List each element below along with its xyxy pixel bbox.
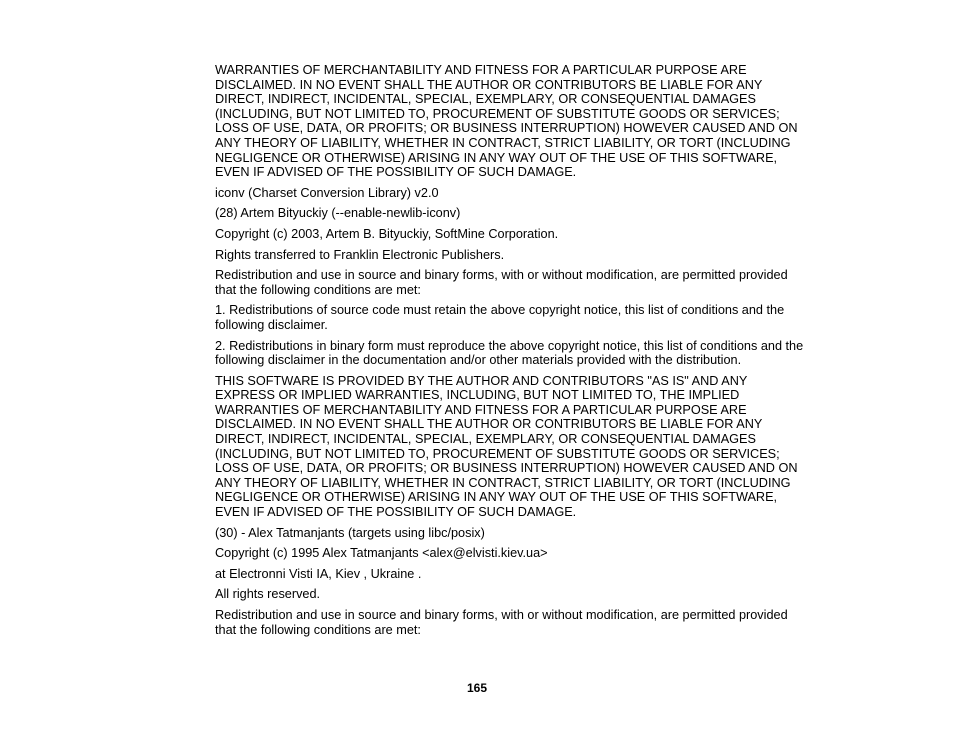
rights-transferred-line: Rights transferred to Franklin Electronic Publishers. [215,247,505,262]
document-body [215,63,830,643]
copyright-line: Copyright (c) 2003, Artem B. Bityuckiy, SoftMine Corporation. [215,226,559,241]
redistribution-paragraph: Redistribution and use in source and binary forms, with or without modification, are permitted provided that the following conditions are met: [215,268,788,297]
iconv-heading: iconv (Charset Conversion Library) v2.0 [215,185,439,200]
copyright-line: Copyright (c) 1995 Alex Tatmanjants <alex@elvisti.kiev.ua> [215,546,548,561]
contributor-line: (28) Artem Bityuckiy (--enable-newlib-iconv) [215,206,461,221]
redistribution-paragraph: Redistribution and use in source and binary forms, with or without modification, are permitted provided that the following conditions are met: [215,608,788,637]
rights-reserved-line: All rights reserved. [215,587,321,602]
warranty-disclaimer-continued: WARRANTIES OF MERCHANTABILITY AND FITNESS FOR A PARTICULAR PURPOSE ARE DISCLAIMED. IN NO EVENT SHALL THE AUTHOR OR CONTRIBUTORS BE LIABLE FOR ANY DIRECT, INDIRECT, INCIDENTAL, SPECIAL, EXEMPLARY, OR CONSEQUENTIAL DAMAGES (INCLUDING, BUT NOT LIMITED TO, PROCUREMENT OF SUBSTITUTE GOODS OR SERVICES; LOSS OF USE, DATA, OR PROFITS; OR BUSINESS INTERRUPTION) HOWEVER CAUSED AND ON ANY THEORY OF LIABILITY, WHETHER IN CONTRACT, STRICT LIABILITY, OR TORT (INCLUDING NEGLIGENCE OR OTHERWISE) ARISING IN ANY WAY OUT OF THE USE OF THIS SOFTWARE, EVEN IF ADVISED OF THE POSSIBILITY OF SUCH DAMAGE. [215,63,798,180]
contributor-line: (30) - Alex Tatmanjants (targets using libc/posix) [215,525,485,540]
condition-2-paragraph: 2. Redistributions in binary form must reproduce the above copyright notice, this list of conditions and the following disclaimer in the documentation and/or other materials provided with the distribution. [215,338,804,368]
location-line: at Electronni Visti IA, Kiev , Ukraine . [215,566,422,581]
page-number: 165 [466,681,488,695]
condition-1-paragraph: 1. Redistributions of source code must retain the above copyright notice, this list of conditions and the following disclaimer. [215,303,785,332]
warranty-disclaimer: THIS SOFTWARE IS PROVIDED BY THE AUTHOR AND CONTRIBUTORS "AS IS" AND ANY EXPRESS OR IMPLIED WARRANTIES, INCLUDING, BUT NOT LIMITED TO, THE IMPLIED WARRANTIES OF MERCHANTABILITY AND FITNESS FOR A PARTICULAR PURPOSE ARE DISCLAIMED. IN NO EVENT SHALL THE AUTHOR OR CONTRIBUTORS BE LIABLE FOR ANY DIRECT, INDIRECT, INCIDENTAL, SPECIAL, EXEMPLARY, OR CONSEQUENTIAL DAMAGES (INCLUDING, BUT NOT LIMITED TO, PROCUREMENT OF SUBSTITUTE GOODS OR SERVICES; LOSS OF USE, DATA, OR PROFITS; OR BUSINESS INTERRUPTION) HOWEVER CAUSED AND ON ANY THEORY OF LIABILITY, WHETHER IN CONTRACT, STRICT LIABILITY, OR TORT (INCLUDING NEGLIGENCE OR OTHERWISE) ARISING IN ANY WAY OUT OF THE USE OF THIS SOFTWARE, EVEN IF ADVISED OF THE POSSIBILITY OF SUCH DAMAGE. [215,373,798,520]
